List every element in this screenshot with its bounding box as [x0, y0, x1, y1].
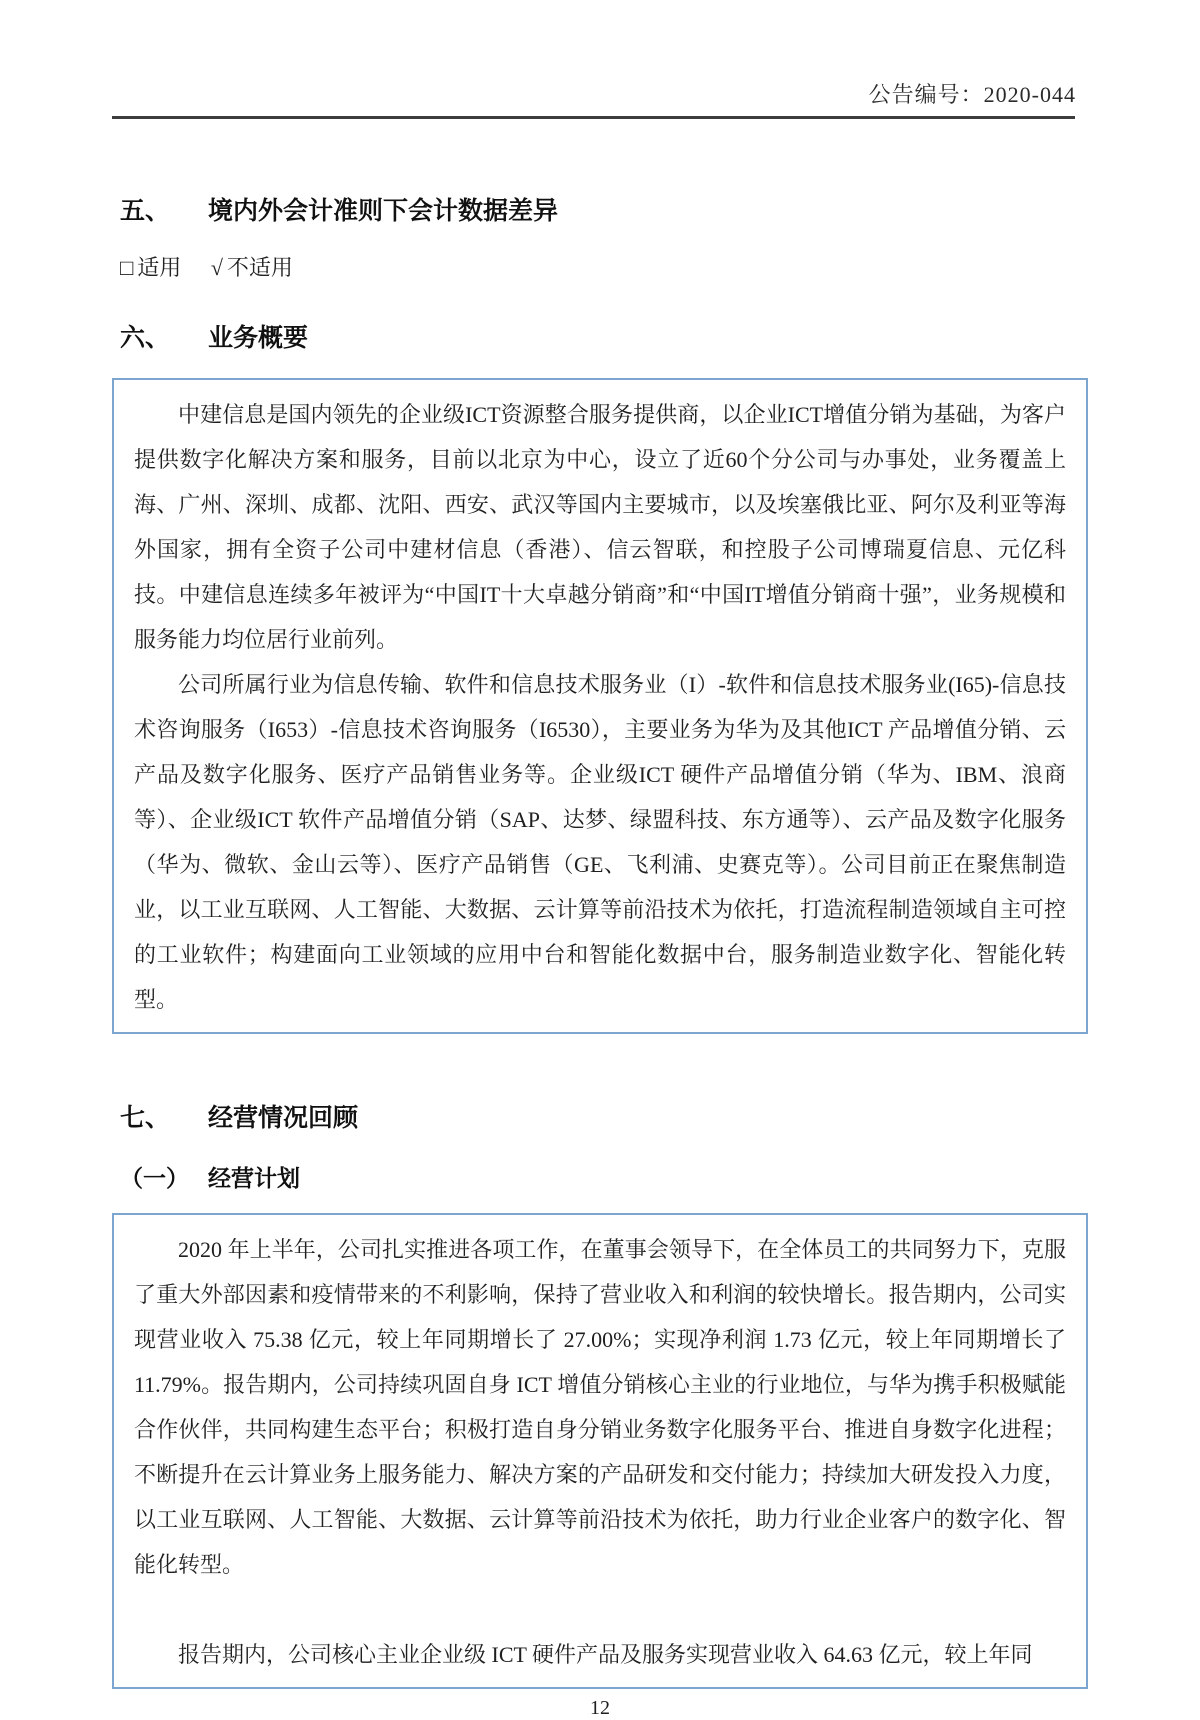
- business-overview-paragraph-1: 中建信息是国内领先的企业级ICT资源整合服务提供商，以企业ICT增值分销为基础，为客户提供数字化解决方案和服务，目前以北京为中心，设立了近60个分公司与办事处，业务覆盖上海、广州、深圳、成都、沈阳、西安、武汉等国内主要城市，以及埃塞俄比亚、阿尔及利亚等海外国家，拥有全资子公司中建材信息（香港）、信云智联，和控股子公司博瑞夏信息、元亿科技。中建信息连续多年被评为“中国IT十大卓越分销商”和“中国IT增值分销商十强”，业务规模和服务能力均位居行业前列。: [134, 402, 1066, 652]
- section-6-title: 业务概要: [208, 325, 309, 352]
- page-number: 12: [590, 1697, 610, 1719]
- section-5-heading: [112, 191, 1088, 227]
- option-applicable-label: 适用: [137, 255, 182, 280]
- section-6-number: 六、: [120, 325, 171, 352]
- announcement-number: 公告编号：2020-044: [868, 82, 1076, 107]
- section-5-number: 五、: [120, 198, 171, 225]
- applicability-options: [112, 251, 1088, 282]
- operating-plan-paragraph-1: 2020 年上半年，公司扎实推进各项工作，在董事会领导下，在全体员工的共同努力下，克服了重大外部因素和疫情带来的不利影响，保持了营业收入和利润的较快增长。报告期内，公司实现营业收入 75.38 亿元，较上年同期增长了 27.00%；实现净利润 1.73 亿元，较上年同期增长了 11.79%。报告期内，公司持续巩固自身 ICT 增值分销核心主业的行业地位，与华为携手积极赋能合作伙伴，共同构建生态平台；积极打造自身分销业务数字化服务平台、推进自身数字化进程；不断提升在云计算业务上服务能力、解决方案的产品研发和交付能力；持续加大研发投入力度，以工业互联网、人工智能、大数据、云计算等前沿技术为依托，助力行业企业客户的数字化、智能化转型。: [134, 1237, 1066, 1577]
- option-not-applicable-label: 不适用: [226, 255, 293, 280]
- business-overview-box: [112, 378, 1088, 1034]
- option-applicable: [120, 255, 181, 280]
- option-not-applicable: [211, 255, 293, 280]
- subsection-1-number: （一）: [120, 1166, 189, 1191]
- subsection-1-heading: [112, 1160, 1088, 1193]
- section-5-title: 境内外会计准则下会计数据差异: [208, 198, 559, 225]
- checkbox-empty-icon: □: [120, 255, 134, 280]
- operating-plan-box: [112, 1213, 1088, 1689]
- section-7-heading: [112, 1098, 1088, 1134]
- operating-plan-paragraph-2: 报告期内，公司核心主业企业级 ICT 硬件产品及服务实现营业收入 64.63 亿元，较上年同: [178, 1642, 1033, 1667]
- business-overview-paragraph-2: 公司所属行业为信息传输、软件和信息技术服务业（I）-软件和信息技术服务业(I65)-信息技术咨询服务（I653）-信息技术咨询服务（I6530），主要业务为华为及其他ICT 产品增值分销、云产品及数字化服务、医疗产品销售业务等。企业级ICT 硬件产品增值分销（华为、IBM、浪商等）、企业级ICT 软件产品增值分销（SAP、达梦、绿盟科技、东方通等）、云产品及数字化服务（华为、微软、金山云等）、医疗产品销售（GE、飞利浦、史赛克等）。公司目前正在聚焦制造业，以工业互联网、人工智能、大数据、云计算等前沿技术为依托，打造流程制造领域自主可控的工业软件；构建面向工业领域的应用中台和智能化数据中台，服务制造业数字化、智能化转型。: [134, 672, 1066, 1012]
- section-7-number: 七、: [120, 1105, 171, 1132]
- subsection-1-title: 经营计划: [208, 1166, 300, 1191]
- section-7-title: 经营情况回顾: [208, 1105, 359, 1132]
- section-6-heading: [112, 318, 1088, 354]
- header-divider: [112, 116, 1075, 119]
- checkmark-icon: √: [210, 255, 223, 280]
